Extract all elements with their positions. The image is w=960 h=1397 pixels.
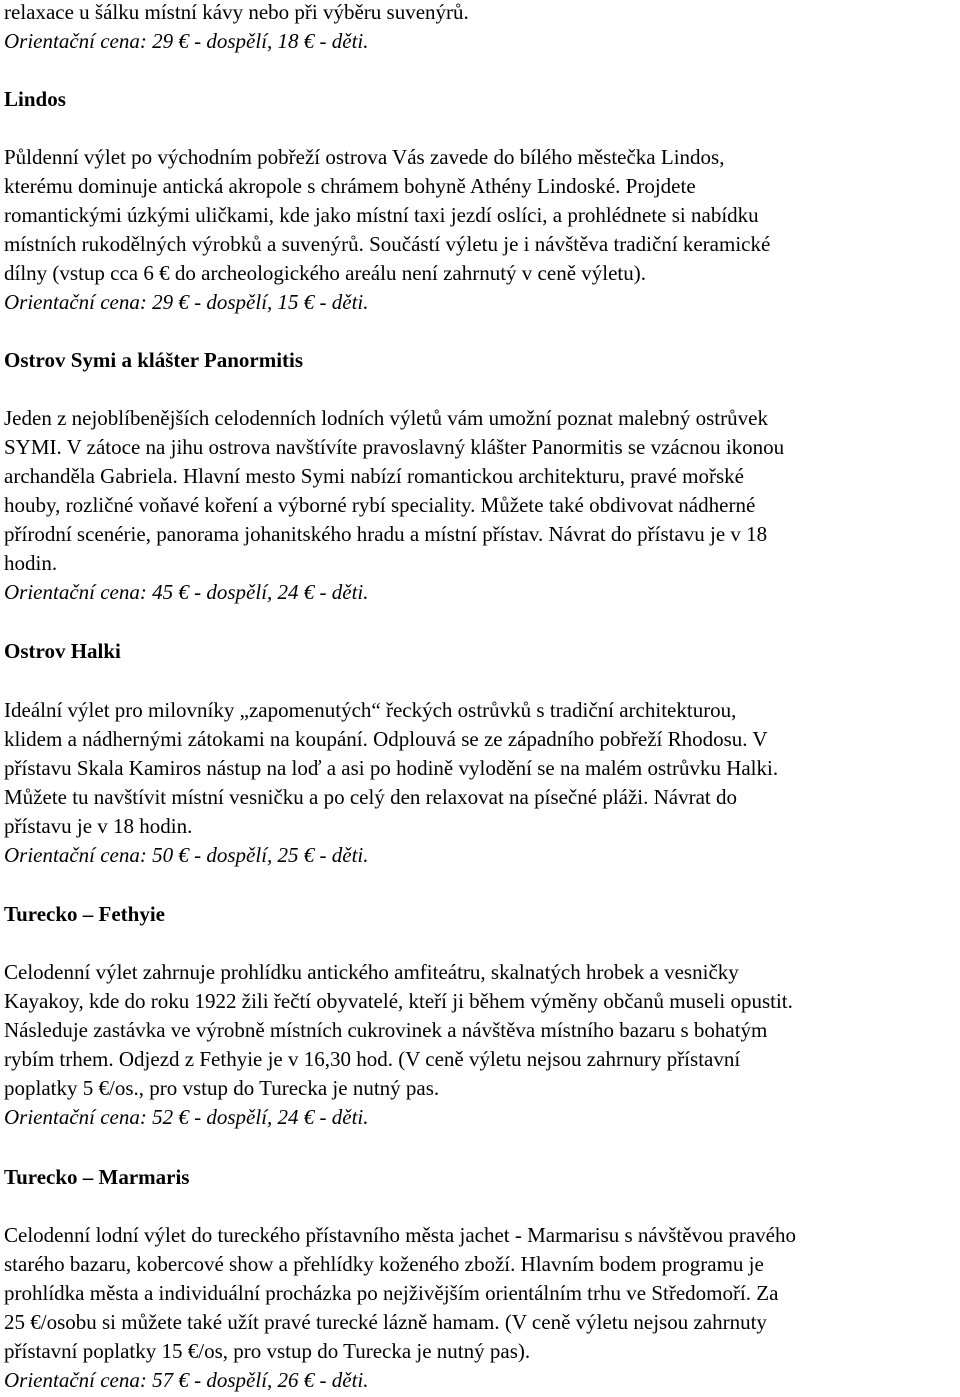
section-line: Ideální výlet pro milovníky „zapomenutých“ řeckých ostrůvků s tradiční architekturou, xyxy=(4,698,737,722)
section-line: hodin. xyxy=(4,551,58,575)
section-line: prohlídka města a individuální procházka po nejživějším orientálním trhu ve Středomoří. Za xyxy=(4,1281,779,1305)
section-line: přístavu Skala Kamiros nástup na loď a asi po hodině vylodění se na malém ostrůvku Halki. xyxy=(4,756,779,780)
section-line: starého bazaru, kobercové show a přehlídky koženého zboží. Hlavním bodem programu je xyxy=(4,1252,764,1276)
section-line: houby, rozličné voňavé koření a výborné rybí speciality. Můžete také obdivovat nádherné xyxy=(4,493,756,517)
section-line: Celodenní lodní výlet do tureckého přístavního města jachet - Marmarisu s návštěvou pravého xyxy=(4,1223,796,1247)
section-line: Následuje zastávka ve výrobně místních cukrovinek a návštěva místního bazaru s bohatým xyxy=(4,1018,768,1042)
section-title-halki: Ostrov Halki xyxy=(4,639,121,663)
section-line: Můžete tu navštívit místní vesničku a po celý den relaxovat na písečné pláži. Návrat do xyxy=(4,785,738,809)
section-line: klidem a nádhernými zátokami na koupání. Odplouvá se ze západního pobřeží Rhodosu. V xyxy=(4,727,768,751)
section-line: přírodní scenérie, panorama johanitského hradu a místní přístav. Návrat do přístavu je v 18 xyxy=(4,522,768,546)
intro-text: relaxace u šálku místní kávy nebo při výběru suvenýrů. xyxy=(4,0,469,24)
section-line: romantickými úzkými uličkami, kde jako místní taxi jezdí oslíci, a prohlédnete si nabídku xyxy=(4,203,759,227)
section-price-fethyie: Orientační cena: 52 € - dospělí, 24 € - děti. xyxy=(4,1105,369,1129)
section-line: archanděla Gabriela. Hlavní mesto Symi nabízí romantickou architekturu, pravé mořské xyxy=(4,464,744,488)
section-price-halki: Orientační cena: 50 € - dospělí, 25 € - děti. xyxy=(4,843,369,867)
section-line: kterému dominuje antická akropole s chrámem bohyně Athény Lindoské. Projdete xyxy=(4,174,696,198)
section-price-marmaris: Orientační cena: 57 € - dospělí, 26 € - děti. xyxy=(4,1368,369,1392)
section-line: SYMI. V zátoce na jihu ostrova navštívíte pravoslavný klášter Panormitis se vzácnou ikonou xyxy=(4,435,785,459)
section-line: Půldenní výlet po východním pobřeží ostrova Vás zavede do bílého městečka Lindos, xyxy=(4,145,725,169)
section-line: přístavu je v 18 hodin. xyxy=(4,814,193,838)
section-price-symi: Orientační cena: 45 € - dospělí, 24 € - děti. xyxy=(4,580,369,604)
section-line: místních rukodělných výrobků a suvenýrů. Součástí výletu je i návštěva tradiční keramické xyxy=(4,232,771,256)
section-title-symi: Ostrov Symi a klášter Panormitis xyxy=(4,348,304,372)
section-line: přístavní poplatky 15 €/os, pro vstup do Turecka je nutný pas). xyxy=(4,1339,531,1363)
section-title-marmaris: Turecko – Marmaris xyxy=(4,1165,190,1189)
section-line: poplatky 5 €/os., pro vstup do Turecka je nutný pas. xyxy=(4,1076,440,1100)
section-line: Kayakoy, kde do roku 1922 žili řečtí obyvatelé, kteří ji během výměny občanů museli opustit. xyxy=(4,989,793,1013)
section-line: Celodenní výlet zahrnuje prohlídku antického amfiteátru, skalnatých hrobek a vesničky xyxy=(4,960,739,984)
section-price-lindos: Orientační cena: 29 € - dospělí, 15 € - děti. xyxy=(4,290,369,314)
section-line: dílny (vstup cca 6 € do archeologického areálu není zahrnutý v ceně výletu). xyxy=(4,261,647,285)
section-line: rybím trhem. Odjezd z Fethyie je v 16,30 hod. (V ceně výletu nejsou zahrnury přístavní xyxy=(4,1047,741,1071)
section-title-fethyie: Turecko – Fethyie xyxy=(4,902,165,926)
section-title-lindos: Lindos xyxy=(4,87,66,111)
section-line: 25 €/osobu si můžete také užít pravé turecké lázně hamam. (V ceně výletu nejsou zahrnuty xyxy=(4,1310,767,1334)
section-line: Jeden z nejoblíbenějších celodenních lodních výletů vám umožní poznat malebný ostrůvek xyxy=(4,406,768,430)
intro-price: Orientační cena: 29 € - dospělí, 18 € - děti. xyxy=(4,29,369,53)
